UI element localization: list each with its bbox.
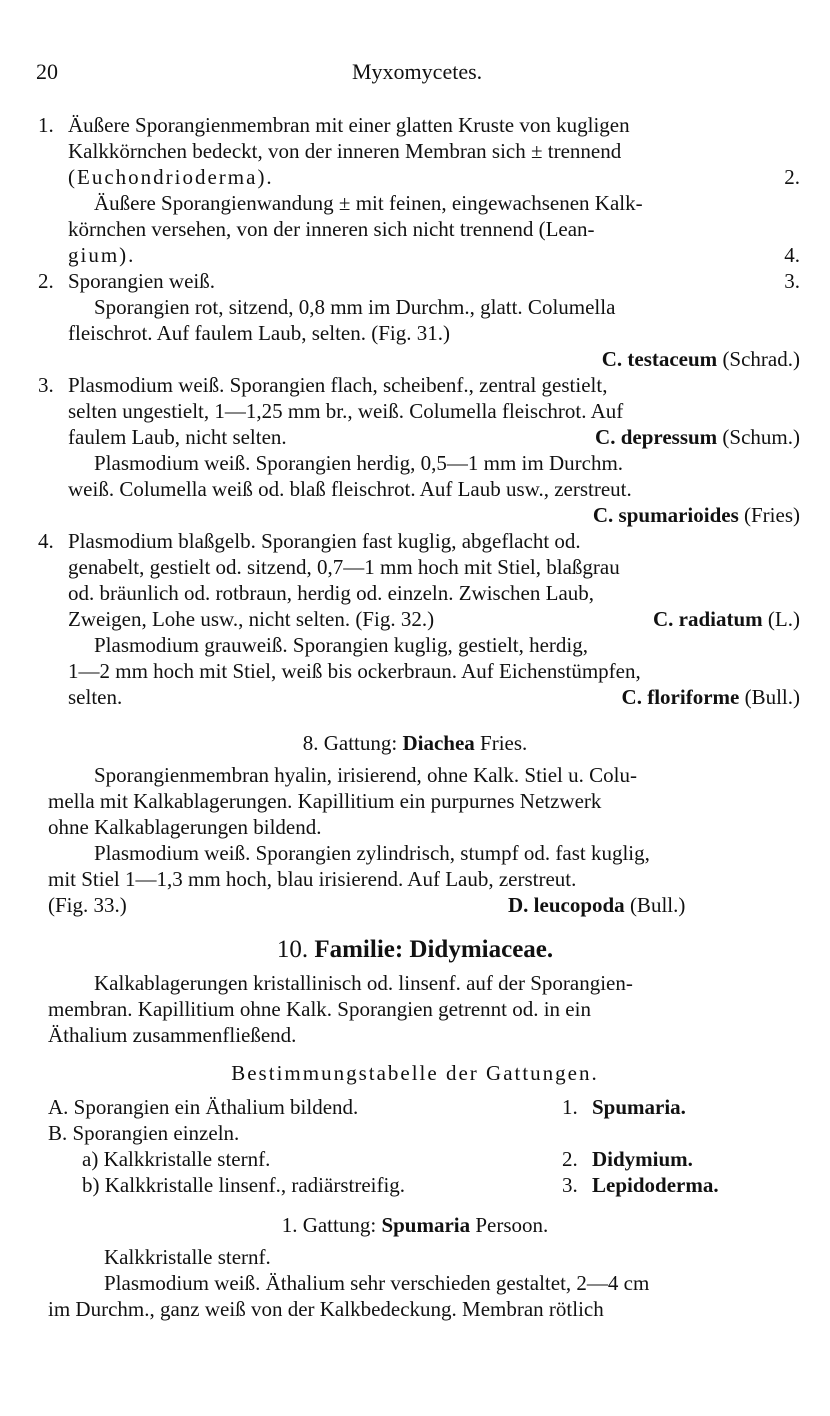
key-line: [0, 190, 830, 216]
paragraph-line: Äthalium zusammenfließend.: [48, 1023, 297, 1047]
table-row: A. Sporangien ein Äthalium bildend. 1. Spumaria.: [48, 1095, 686, 1119]
key-text: genabelt, gestielt od. sitzend, 0,7—1 mm hoch mit Stiel, blaßgrau: [68, 555, 620, 579]
key-text: Äußere Sporangienmembran mit einer glatten Kruste von kugligen: [68, 113, 630, 137]
section-heading: 8. Gattung: Diachea Fries.: [302, 731, 528, 755]
couplet-number: 2.: [38, 269, 54, 293]
key-line: [0, 216, 830, 242]
paragraph-line: Plasmodium weiß. Äthalium sehr verschieden gestaltet, 2—4 cm: [104, 1271, 650, 1295]
key-line: [0, 138, 830, 164]
key-text: Sporangien rot, sitzend, 0,8 mm im Durchm., glatt. Columella: [94, 295, 616, 319]
key-text: Plasmodium blaßgelb. Sporangien fast kuglig, abgeflacht od.: [68, 529, 581, 553]
key-line: [0, 450, 830, 476]
key-line: [0, 372, 830, 398]
species-name: C. floriforme (Bull.): [621, 685, 800, 709]
paragraph-line: Kalkkristalle sternf.: [104, 1245, 271, 1269]
key-line: [0, 294, 830, 320]
paragraph-line: Kalkablagerungen kristallinisch od. linsenf. auf der Sporangien-: [94, 971, 633, 995]
couplet-number: 4.: [38, 529, 54, 553]
paragraph-line: (Fig. 33.) D. leucopoda (Bull.): [48, 893, 686, 917]
key-text: od. bräunlich od. rotbraun, herdig od. einzeln. Zwischen Laub,: [68, 581, 595, 605]
lead-target: 2.: [784, 165, 800, 189]
key-line: [0, 476, 830, 502]
key-text: weiß. Columella weiß od. blaß fleischrot. Auf Laub usw., zerstreut.: [68, 477, 632, 501]
species-name: C. testaceum (Schrad.): [601, 347, 800, 371]
key-text: 1—2 mm hoch mit Stiel, weiß bis ockerbraun. Auf Eichenstümpfen,: [68, 659, 641, 683]
key-text: (Euchondrioderma).: [68, 165, 274, 189]
key-line: [0, 632, 830, 658]
key-line: [0, 242, 830, 268]
key-line: [0, 424, 830, 450]
key-line: [0, 320, 830, 346]
key-text: körnchen versehen, von der inneren sich nicht trennend (Lean-: [68, 217, 595, 241]
key-line: [0, 502, 830, 528]
species-name: C. spumarioides (Fries): [592, 503, 800, 527]
paragraph-line: mella mit Kalkablagerungen. Kapillitium ein purpurnes Netzwerk: [48, 789, 602, 813]
paragraph-line: ohne Kalkablagerungen bildend.: [48, 815, 322, 839]
key-text: Plasmodium weiß. Sporangien flach, scheibenf., zentral gestielt,: [68, 373, 608, 397]
key-text: Sporangien weiß.: [68, 269, 215, 293]
section-heading: 1. Gattung: Spumaria Persoon.: [281, 1213, 549, 1237]
running-title: Myxomycetes.: [352, 59, 483, 84]
key-text: Plasmodium weiß. Sporangien herdig, 0,5—1 mm im Durchm.: [94, 451, 624, 475]
lead-target: 4.: [784, 243, 800, 267]
key-line: [0, 658, 830, 684]
couplet-number: 1.: [38, 113, 54, 137]
page-number: 20: [36, 59, 58, 84]
key-text: gium).: [68, 243, 136, 267]
key-line: [0, 112, 830, 138]
couplet-number: 3.: [38, 373, 54, 397]
key-text: faulem Laub, nicht selten.: [68, 425, 287, 449]
paragraph-line: Plasmodium weiß. Sporangien zylindrisch, stumpf od. fast kuglig,: [94, 841, 650, 865]
key-text: selten.: [68, 685, 123, 709]
key-line: [0, 606, 830, 632]
species-name: C. radiatum (L.): [653, 607, 800, 631]
species-name: C. depressum (Schum.): [595, 425, 800, 449]
family-heading: 10. Familie: Didymiaceae.: [276, 936, 554, 963]
species-name: D. leucopoda (Bull.): [508, 893, 686, 917]
key-line: [0, 346, 830, 372]
key-text: Kalkkörnchen bedeckt, von der inneren Membran sich ± trennend: [68, 139, 622, 163]
paragraph-line: Sporangienmembran hyalin, irisierend, ohne Kalk. Stiel u. Colu-: [94, 763, 637, 787]
table-title: Bestimmungstabelle der Gattungen.: [231, 1061, 599, 1085]
key-line: [0, 164, 830, 190]
table-row: a) Kalkkristalle sternf. 2. Didymium.: [82, 1147, 693, 1171]
key-line: [0, 268, 830, 294]
key-line: [0, 554, 830, 580]
paragraph-line: membran. Kapillitium ohne Kalk. Sporangien getrennt od. in ein: [48, 997, 591, 1021]
key-line: [0, 398, 830, 424]
key-line: [0, 580, 830, 606]
key-text: Plasmodium grauweiß. Sporangien kuglig, gestielt, herdig,: [94, 633, 589, 657]
key-text: Zweigen, Lohe usw., nicht selten. (Fig. 32.): [68, 607, 435, 631]
paragraph-line: im Durchm., ganz weiß von der Kalkbedeckung. Membran rötlich: [48, 1297, 604, 1321]
paragraph-line: mit Stiel 1—1,3 mm hoch, blau irisierend. Auf Laub, zerstreut.: [48, 867, 577, 891]
lead-target: 3.: [784, 269, 800, 293]
key-text: Äußere Sporangienwandung ± mit feinen, eingewachsenen Kalk-: [94, 191, 643, 215]
table-row: B. Sporangien einzeln.: [48, 1121, 240, 1145]
key-text: fleischrot. Auf faulem Laub, selten. (Fig. 31.): [68, 321, 450, 345]
key-text: selten ungestielt, 1—1,25 mm br., weiß. Columella fleischrot. Auf: [68, 399, 624, 423]
key-line: [0, 528, 830, 554]
key-line: [0, 684, 830, 710]
table-row: b) Kalkkristalle linsenf., radiärstreifig. 3. Lepidoderma.: [82, 1173, 719, 1197]
